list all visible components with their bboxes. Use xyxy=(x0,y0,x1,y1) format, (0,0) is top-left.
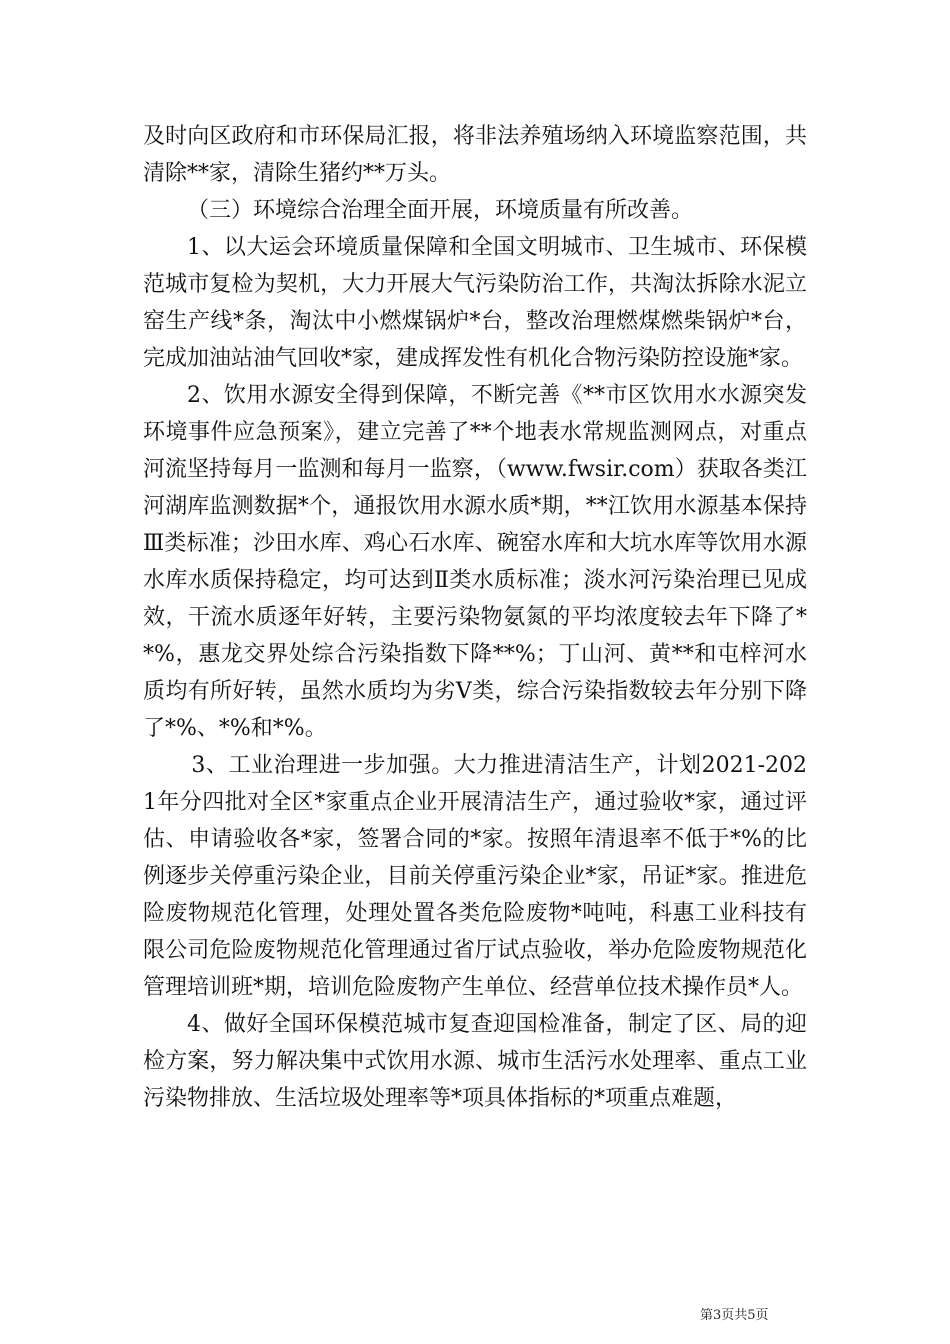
paragraph-model-city: 4、做好全国环保模范城市复查迎国检准备，制定了区、局的迎检方案，努力解决集中式饮用水源、城市生活污水处理率、重点工业污染物排放、生活垃圾处理率等*项具体指标的*项重点难题， xyxy=(143,1012,807,1111)
paragraph-drinking-water: 2、饮用水源安全得到保障，不断完善《**市区饮用水水源突发环境事件应急预案》，建立完善了**个地表水常规监测网点，对重点河流坚持每月一监测和每月一监察，（www.fwsir.com）获取各类江河湖库监测数据*个，通报饮用水源水质*期，**江饮用水源基本保持Ⅲ类标准；沙田水库、鸡心石水库、碗窑水库和大坑水库等饮用水源水库水质保持稳定，均可达到Ⅱ类水质标准；淡水河污染治理已见成效，干流水质逐年好转，主要污染物氨氮的平均浓度较去年下降了**%，惠龙交界处综合污染指数下降**%；丁山河、黄**和屯梓河水质均有所好转，虽然水质均为劣Ⅴ类，综合污染指数较去年分别下降了*%、*%和*%。 xyxy=(143,383,807,741)
document-body xyxy=(143,118,807,1117)
page-number: 第3页共5页 xyxy=(700,1308,769,1323)
paragraph-continuation: 及时向区政府和市环保局汇报，将非法养殖场纳入环境监察范围，共清除**家，清除生猪约**万头。 xyxy=(143,124,807,186)
paragraph-air-pollution: 1、以大运会环境质量保障和全国文明城市、卫生城市、环保模范城市复检为契机，大力开展大气污染防治工作，共淘汰拆除水泥立窑生产线*条，淘汰中小燃煤锅炉*台，整改治理燃煤燃柴锅炉*台，完成加油站油气回收*家，建成挥发性有机化合物污染防控设施*家。 xyxy=(143,235,807,371)
paragraph-industrial-treatment: 3、工业治理进一步加强。大力推进清洁生产，计划2021-2021年分四批对全区*家重点企业开展清洁生产，通过验收*家，通过评估、申请验收各*家，签署合同的*家。按照年清退率不低于*%的比例逐步关停重污染企业，目前关停重污染企业*家，吊证*家。推进危险废物规范化管理，处理处置各类危险废物*吨吨，科惠工业科技有限公司危险废物规范化管理通过省厅试点验收，举办危险废物规范化管理培训班*期，培训危险废物产生单位、经营单位技术操作员*人。 xyxy=(143,753,807,1000)
section-heading: （三）环境综合治理全面开展，环境质量有所改善。 xyxy=(187,198,694,223)
